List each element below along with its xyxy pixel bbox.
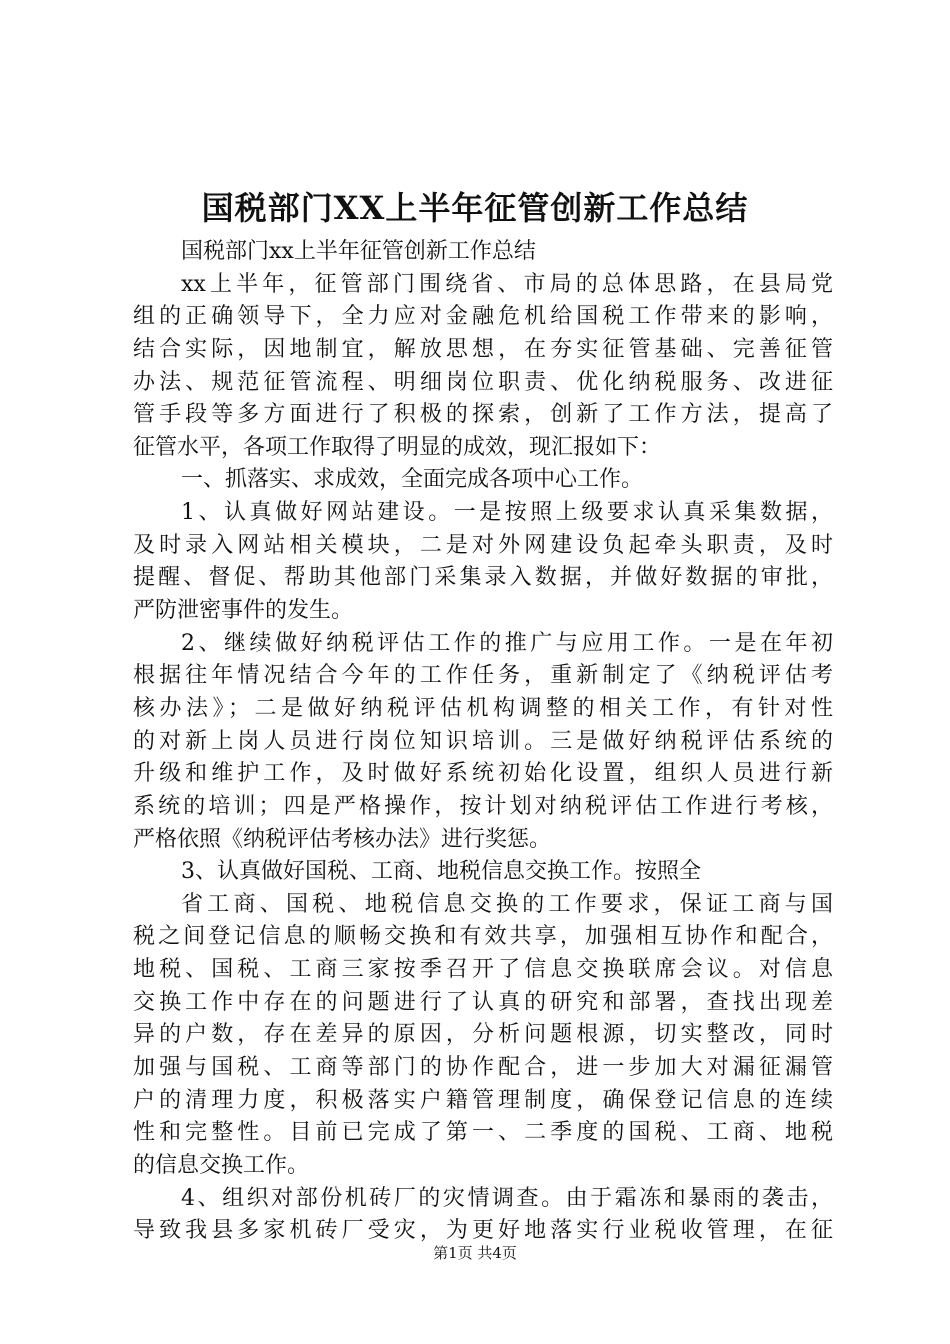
text-line: 及时录入网站相关模块，二是对外网建设负起牵头职责，及时 [133, 532, 833, 558]
text-line: 办法、规范征管流程、明细岗位职责、优化纳税服务、改进征 [133, 369, 833, 395]
text-line: 一、抓落实、求成效，全面完成各项中心工作。 [181, 467, 644, 493]
text-line: 结合实际，因地制宜，解放思想，在夯实征管基础、完善征管 [133, 336, 833, 362]
text-line: 征管水平，各项工作取得了明显的成效，现汇报如下： [133, 434, 662, 460]
text-line: 交换工作中存在的问题进行了认真的研究和部署，查找出现差 [133, 989, 833, 1015]
document-body [133, 236, 833, 1248]
text-line: 管手段等多方面进行了积极的探索，创新了工作方法，提高了 [133, 402, 833, 428]
text-line: 系统的培训；四是严格操作，按计划对纳税评估工作进行考核， [133, 793, 833, 819]
text-line: 升级和维护工作，及时做好系统初始化设置，组织人员进行新 [133, 761, 833, 787]
text-line: 严防泄密事件的发生。 [133, 598, 354, 624]
text-line: 根据往年情况结合今年的工作任务，重新制定了《纳税评估考 [133, 663, 833, 689]
text-line: 省工商、国税、地税信息交换的工作要求，保证工商与国 [181, 891, 833, 917]
text-line: 的对新上岗人员进行岗位知识培训。三是做好纳税评估系统的 [133, 728, 833, 754]
text-line: xx上半年，征管部门围绕省、市局的总体思路，在县局党 [181, 271, 833, 297]
text-line: 加强与国税、工商等部门的协作配合，进一步加大对漏征漏管 [133, 1055, 833, 1081]
text-line: 2、继续做好纳税评估工作的推广与应用工作。一是在年初 [181, 630, 833, 656]
text-line: 核办法》；二是做好纳税评估机构调整的相关工作，有针对性 [133, 695, 833, 721]
text-line: 异的户数，存在差异的原因，分析问题根源，切实整改，同时 [133, 1022, 833, 1048]
text-line: 严格依照《纳税评估考核办法》进行奖惩。 [133, 826, 552, 852]
text-line: 4、组织对部份机砖厂的灾情调查。由于霜冻和暴雨的袭击， [181, 1185, 833, 1211]
text-line: 导致我县多家机砖厂受灾，为更好地落实行业税收管理，在征 [133, 1218, 833, 1244]
text-line: 户的清理力度，积极落实户籍管理制度，确保登记信息的连续 [133, 1087, 833, 1113]
text-line: 组的正确领导下，全力应对金融危机给国税工作带来的影响， [133, 304, 833, 330]
document-title: 国税部门XX上半年征管创新工作总结 [201, 189, 749, 227]
text-line: 3、认真做好国税、工商、地税信息交换工作。按照全 [181, 859, 701, 885]
text-line: 的信息交换工作。 [133, 1152, 310, 1178]
page-number: 第1页 共4页 [433, 1244, 517, 1262]
text-line: 国税部门xx上半年征管创新工作总结 [181, 239, 536, 264]
text-line: 1、认真做好网站建设。一是按照上级要求认真采集数据， [181, 500, 833, 526]
text-line: 提醒、督促、帮助其他部门采集录入数据，并做好数据的审批， [133, 565, 833, 591]
text-line: 税之间登记信息的顺畅交换和有效共享，加强相互协作和配合， [133, 924, 833, 950]
text-line: 地税、国税、工商三家按季召开了信息交换联席会议。对信息 [133, 957, 833, 983]
text-line: 性和完整性。目前已完成了第一、二季度的国税、工商、地税 [133, 1120, 833, 1146]
